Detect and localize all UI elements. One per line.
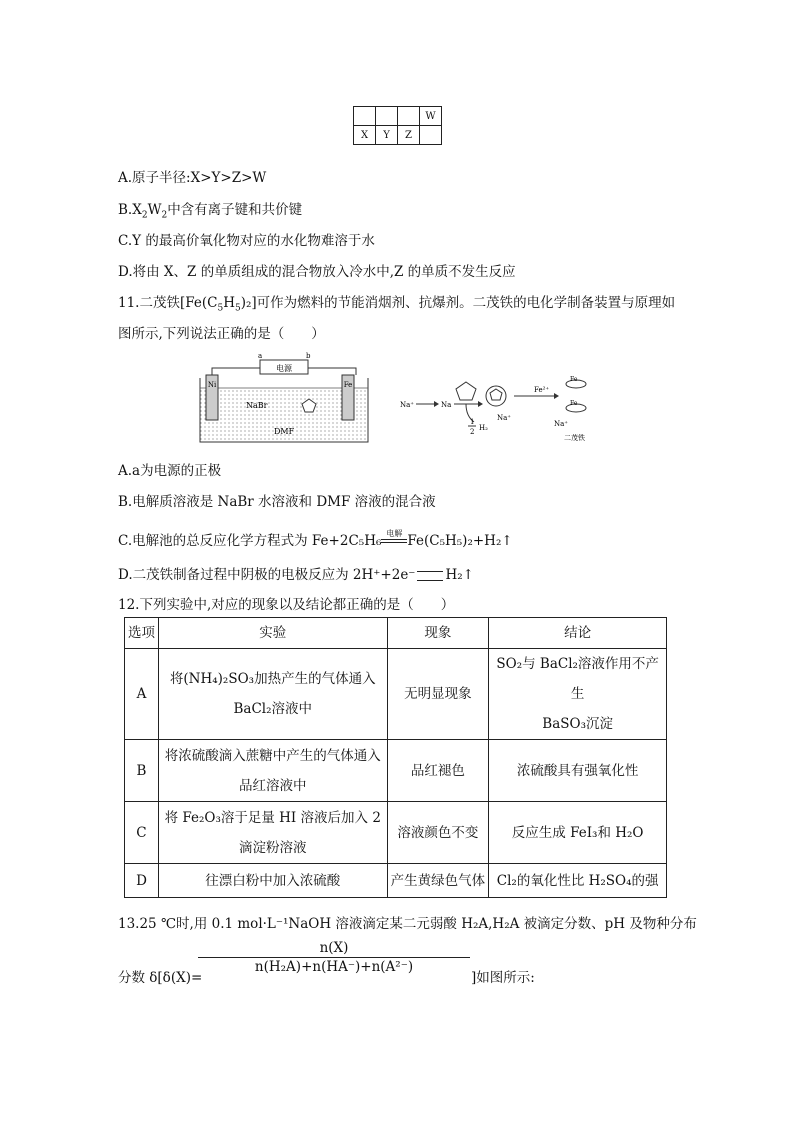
half-den: 2 (470, 428, 475, 436)
conclusion-cell (489, 649, 667, 740)
q11-stem-line1 (118, 291, 675, 314)
cell-line: 将(NH₄)₂SO₃加热产生的气体通入 (169, 671, 376, 687)
conclusion-cell: 浓硫酸具有强氧化性 (489, 740, 667, 802)
q11-option-c-text: Fe(C₅H₅)₂+H₂↑ (407, 533, 513, 549)
experiment-cell (158, 740, 387, 802)
fe-bottom-label: Fe (570, 400, 578, 407)
experiment-cell: 往漂白粉中加入浓硫酸 (158, 864, 387, 898)
fraction (198, 940, 470, 975)
q10-option-b (118, 198, 302, 221)
cell-line: 滴淀粉溶液 (239, 839, 307, 856)
table-header: 现象 (387, 618, 489, 649)
q10-option-c: C.Y 的最高价氧化物对应的水化物难溶于水 (118, 233, 375, 249)
q12-stem: 12.下列实验中,对应的现象以及结论都正确的是（ ） (118, 597, 455, 613)
q13-formula-post: ]如图所示: (471, 970, 535, 986)
q11-option-a: A.a为电源的正极 (118, 463, 222, 479)
na-ion-label: Na⁺ (400, 401, 414, 409)
phenomenon-cell: 溶液颜色不变 (387, 802, 489, 864)
table-header: 结论 (489, 618, 667, 649)
equals-arrow (417, 571, 443, 581)
condition-label: 电解 (386, 528, 403, 538)
terminal-a-label: a (258, 352, 263, 360)
q10-option-a: A.原子半径:X>Y>Z>W (118, 170, 267, 186)
option-cell: C (125, 802, 159, 864)
option-cell: A (125, 649, 159, 740)
na-label: Na (441, 401, 452, 409)
power-label: 电源 (276, 364, 292, 373)
option-cell: D (125, 864, 159, 898)
table-row (125, 864, 667, 898)
ni-label: Ni (207, 381, 217, 389)
table-row (125, 649, 667, 740)
reaction-arrow (381, 528, 407, 547)
fe-label: Fe (343, 381, 353, 389)
cell-line: 将浓硫酸滴入蔗糖中产生的气体通入 (164, 747, 381, 764)
cell-line: SO₂与 BaCl₂溶液作用不产生 (496, 656, 659, 702)
grid-cell-z: Z (398, 126, 420, 145)
q11-stem-text: H (223, 295, 235, 311)
q11-stem-sub: 5 (234, 303, 241, 314)
q11-option-d (118, 563, 474, 583)
cell-line: 将 Fe₂O₃溶于足量 HI 溶液后加入 2 (164, 809, 381, 826)
conclusion-cell: Cl₂的氧化性比 H₂SO₄的强 (489, 864, 667, 898)
fraction-denominator: n(H₂A)+n(HA⁻)+n(A²⁻) (254, 959, 414, 975)
phenomenon-cell: 产生黄绿色气体 (387, 864, 489, 898)
q10-option-b-sub: 2 (141, 210, 148, 221)
table-header: 选项 (125, 618, 159, 649)
q10-option-d: D.将由 X、Z 的单质组成的混合物放入冷水中,Z 的单质不发生反应 (118, 264, 516, 280)
grid-cell (376, 107, 398, 126)
q13-stem: 13.25 ℃时,用 0.1 mol·L⁻¹NaOH 溶液滴定某二元弱酸 H₂A,H₂A 被滴定分数、pH 及物种分布 (118, 916, 697, 932)
cell-line: BaCl₂溶液中 (233, 701, 313, 717)
q10-option-b-text: B.X (118, 202, 142, 218)
conclusion-cell: 反应生成 FeI₃和 H₂O (489, 802, 667, 864)
periodic-grid (353, 106, 442, 145)
cyclopentadiene-icon (456, 382, 476, 400)
q11-stem-sub: 5 (217, 303, 224, 314)
fraction-bar (198, 957, 470, 958)
cell-line: 品红溶液中 (239, 777, 307, 794)
q11-option-b: B.电解质溶液是 NaBr 水溶液和 DMF 溶液的混合液 (118, 494, 436, 510)
q10-option-b-text: W (147, 202, 162, 218)
table-row (125, 802, 667, 864)
ferrocene-label: 二茂铁 (564, 434, 585, 442)
q10-option-b-sub: 2 (161, 210, 168, 221)
electrolysis-figure (196, 350, 606, 445)
q11-option-d-text: D.二茂铁制备过程中阴极的电极反应为 2H⁺+2e⁻ (118, 567, 416, 583)
q10-option-b-text: 中含有离子键和共价键 (167, 202, 303, 218)
dmf-label: DMF (274, 427, 295, 436)
fe2-label: Fe²⁺ (534, 386, 550, 394)
h2-label: H₂ (479, 424, 488, 432)
q11-stem-text: )₂]可作为燃料的节能消烟剂、抗爆剂。二茂铁的电化学制备装置与原理如 (240, 295, 676, 311)
grid-cell (354, 107, 376, 126)
nabr-label: NaBr (246, 401, 268, 410)
table-row (125, 740, 667, 802)
table-header: 实验 (158, 618, 387, 649)
grid-cell-y: Y (376, 126, 398, 145)
q11-option-c-text: C.电解池的总反应化学方程式为 Fe+2C₅H₆ (118, 533, 382, 549)
grid-cell (420, 126, 442, 145)
q11-option-d-text: H₂↑ (445, 567, 474, 583)
q11-stem-line2: 图所示,下列说法正确的是（ ） (118, 326, 325, 342)
q11-stem-text: 11.二茂铁[Fe(C (118, 295, 218, 311)
phenomenon-cell: 无明显现象 (387, 649, 489, 740)
option-cell: B (125, 740, 159, 802)
experiment-table (124, 617, 667, 898)
fe-top-label: Fe (570, 376, 578, 383)
q11-option-c (118, 529, 513, 549)
phenomenon-cell: 品红褪色 (387, 740, 489, 802)
experiment-cell (158, 649, 387, 740)
na-ion-label-2: Na⁺ (497, 414, 511, 422)
experiment-cell (158, 802, 387, 864)
grid-cell-w: W (420, 107, 442, 126)
grid-cell-x: X (354, 126, 376, 145)
terminal-b-label: b (306, 352, 311, 360)
q13-formula-pre: 分数 δ[δ(X)= (118, 970, 203, 986)
fraction-numerator: n(X) (319, 940, 349, 956)
grid-cell (398, 107, 420, 126)
cell-line: BaSO₃沉淀 (542, 716, 613, 732)
na-ion-label-3: Na⁺ (554, 420, 568, 428)
half-num: 1 (470, 418, 475, 426)
